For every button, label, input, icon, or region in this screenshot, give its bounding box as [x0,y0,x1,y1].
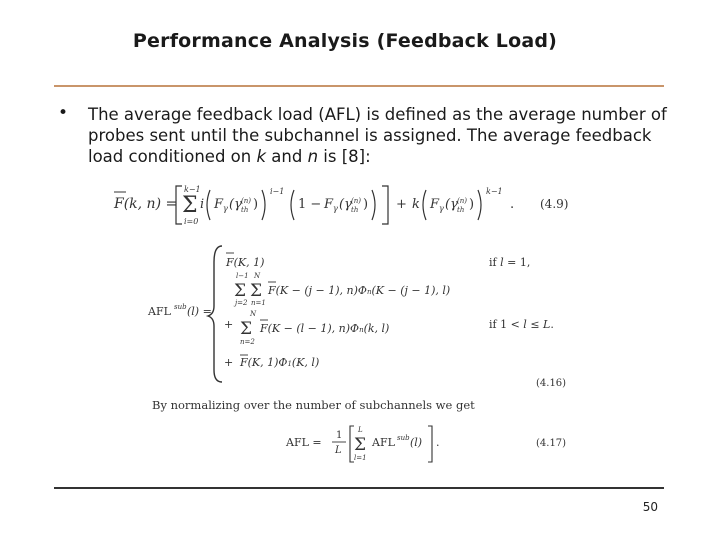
svg-text:i=0: i=0 [184,217,199,226]
equation-4-9 [112,180,592,230]
svg-text:AFL =: AFL = [286,436,322,449]
var-k: k [256,147,267,166]
svg-text:n=1: n=1 [251,299,266,307]
page-number: 50 [642,500,658,514]
svg-text:.: . [510,197,515,212]
eq2-label: (4.16) [536,378,567,389]
svg-text:F: F [214,197,224,212]
eq1-label: (4.9) [540,197,569,211]
svg-text:Σ: Σ [234,281,247,301]
svg-text:γ: γ [333,204,338,213]
svg-text:1 −: 1 − [298,197,322,212]
svg-text:k−1: k−1 [184,185,201,194]
svg-text:F(K, 1)Φ1(K, l): F(K, 1)Φ1(K, l) [240,356,320,369]
svg-text:(n): (n) [241,197,251,205]
svg-text:+: + [396,197,407,212]
svg-text:+: + [224,318,234,331]
svg-text:i: i [200,197,205,212]
svg-text:Σ: Σ [354,435,367,455]
svg-text:if 1 < l ≤ L.: if 1 < l ≤ L. [489,318,554,331]
svg-text:l=1: l=1 [354,454,367,462]
svg-text:sub: sub [397,434,410,442]
svg-text:th: th [241,206,249,214]
svg-text:(γ: (γ [339,197,352,212]
svg-text:L: L [358,426,363,434]
var-n: n [307,147,319,166]
svg-text:): ) [363,197,369,212]
equation-4-17 [284,422,594,466]
svg-text:k: k [412,197,420,212]
svg-text:N: N [250,310,257,318]
svg-text:AFL: AFL [372,436,395,449]
svg-text:l−1: l−1 [236,272,249,280]
svg-text:L: L [335,445,342,456]
bullet-paragraph [58,104,668,167]
svg-text:F: F [430,197,440,212]
svg-text:(n): (n) [351,197,361,205]
svg-text:F(K, 1): F(K, 1) [226,256,265,269]
svg-text:.: . [436,436,440,449]
svg-text:th: th [457,206,465,214]
svg-text:1: 1 [336,430,343,441]
svg-text:Σ: Σ [240,319,253,339]
svg-text:th: th [351,206,359,214]
bullet-and: and [266,147,308,166]
svg-text:F(K − (j − 1), n)Φn(K − (j − 1: F(K − (j − 1), n)Φn(K − (j − 1), l) [268,284,451,297]
svg-text:(γ: (γ [445,197,458,212]
bullet-text [88,104,668,167]
svg-text:F(k, n) =: F(k, n) = [114,196,178,212]
svg-text:): ) [253,197,259,212]
slide-title: Performance Analysis (Feedback Load) [132,30,558,52]
svg-text:j=2: j=2 [235,299,248,307]
svg-text:): ) [469,197,475,212]
svg-text:AFL: AFL [148,305,171,318]
svg-text:γ: γ [223,204,228,213]
title-divider [54,85,664,87]
svg-text:(l) =: (l) = [187,305,212,318]
svg-text:Σ: Σ [182,193,198,218]
svg-text:if l = 1,: if l = 1, [489,256,531,269]
svg-text:n=2: n=2 [240,338,255,346]
svg-text:F(K − (l − 1), n)Φn(k, l): F(K − (l − 1), n)Φn(k, l) [260,322,390,335]
bullet-text-end: is [8]: [318,147,371,166]
svg-text:γ: γ [439,204,444,213]
svg-text:sub: sub [174,303,187,311]
bullet-text-main: The average feedback load (AFL) is defined as the average number of probes sent until the subchannel is assigned. The average feedback load conditioned on [88,105,667,166]
svg-text:(n): (n) [457,197,467,205]
svg-text:(γ: (γ [229,197,242,212]
normalization-note: By normalizing over the number of subchannels we get [152,398,475,412]
svg-text:(l): (l) [410,436,423,449]
svg-text:Σ: Σ [250,281,263,301]
svg-text:i−1: i−1 [270,187,285,196]
svg-text:+: + [224,356,234,369]
svg-text:k−1: k−1 [486,187,503,196]
bullet-dot-icon: • [58,103,69,123]
svg-text:F: F [324,197,334,212]
svg-text:N: N [254,272,261,280]
equation-4-16 [144,242,594,392]
eq3-label: (4.17) [536,438,567,449]
footer-divider [54,487,664,489]
